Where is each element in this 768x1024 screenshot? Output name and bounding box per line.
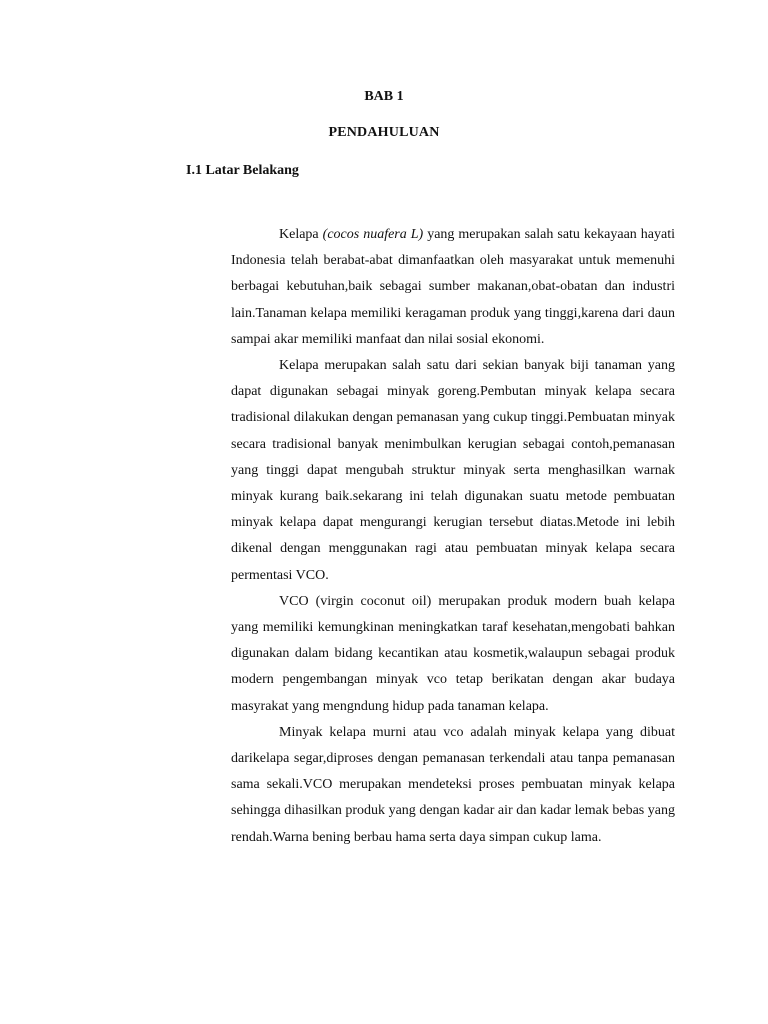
chapter-number: BAB 1 (364, 89, 404, 104)
paragraph-3: VCO (virgin coconut oil) merupakan produk modern buah kelapa yang memiliki kemungkinan meningkatkan taraf kesehatan,mengobati bahkan digunakan dalam bidang kecantikan atau kosmetik,walaupun sebagai produk modern pengembangan minyak vco tetap berikatan dengan akar budaya masyrakat yang mengndung hidup pada tanaman kelapa. (231, 593, 675, 714)
paragraph-4: Minyak kelapa murni atau vco adalah minyak kelapa yang dibuat darikelapa segar,diproses dengan pemanasan terkendali atau tanpa pemanasan sama sekali.VCO merupakan mendeteksi proses pembuatan minyak kelapa sehingga dihasilkan produk yang dengan kadar air dan kadar lemak bebas yang rendah.Warna bening berbau hama serta daya simpan cukup lama. (231, 724, 675, 845)
paragraph-1 (231, 222, 675, 353)
scientific-name: (cocos nuafera L) (322, 227, 424, 242)
section-heading: I.1 Latar Belakang (186, 163, 299, 178)
chapter-title: PENDAHULUAN (328, 125, 440, 140)
paragraph-1-rest: yang merupakan salah satu kekayaan hayati Indonesia telah berabat-abat dimanfaatkan oleh masyarakat untuk memenuhi berbagai kebutuhan,baik sebagai sumber makanan,obat-obatan dan industri lain.Tanaman kelapa memiliki keragaman produk yang tinggi,karena dari daun sampai akar memiliki manfaat dan nilai sosial ekonomi. (231, 227, 675, 347)
paragraph-1-lead: Kelapa (279, 227, 323, 242)
paragraph-2: Kelapa merupakan salah satu dari sekian banyak biji tanaman yang dapat digunakan sebagai minyak goreng.Pembutan minyak kelapa secara tradisional dilakukan dengan pemanasan yang cukup tinggi.Pembuatan minyak secara tradisional banyak menimbulkan kerugian sebagai contoh,pemanasan yang tinggi dapat mengubah struktur minyak serta menghasilkan warnak minyak kurang baik.sekarang ini telah digunakan suatu metode pembuatan minyak kelapa dapat mengurangi kerugian tersebut diatas.Metode ini lebih dikenal dengan menggunakan ragi atau pembuatan minyak kelapa secara permentasi VCO. (231, 358, 675, 583)
body-text (231, 222, 675, 851)
